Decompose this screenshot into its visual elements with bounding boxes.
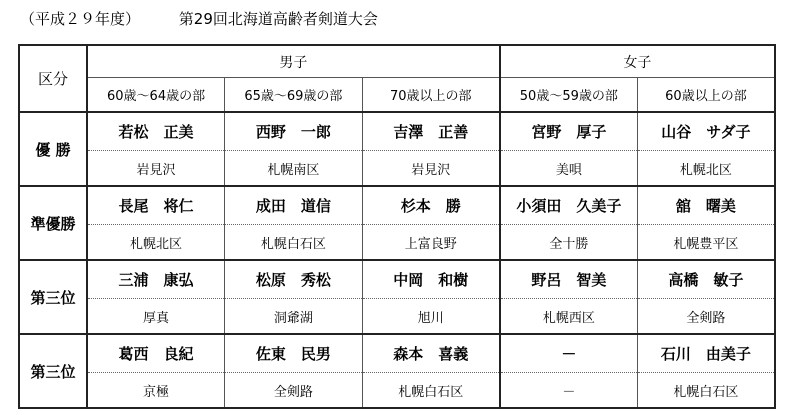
table-row-city <box>19 299 775 335</box>
third-place-name: － <box>500 334 638 373</box>
winner-city: 札幌北区 <box>637 151 775 187</box>
runnerup-city: 札幌豊平区 <box>637 225 775 261</box>
subcategory-header: 70歳以上の部 <box>362 78 500 113</box>
third-place-name: 森本 喜義 <box>362 334 500 373</box>
rank-label: 第三位 <box>19 260 87 334</box>
division-header: 区分 <box>19 45 87 112</box>
winner-name: 西野 一郎 <box>225 112 363 151</box>
table-row-name <box>19 112 775 151</box>
third-place-name: 中岡 和樹 <box>362 260 500 299</box>
third-place-city: 札幌白石区 <box>362 373 500 409</box>
table-row-city <box>19 151 775 187</box>
third-place-name: 佐東 民男 <box>225 334 363 373</box>
third-place-name: 葛西 良紀 <box>87 334 225 373</box>
subcategory-header: 60歳～64歳の部 <box>87 78 225 113</box>
third-place-name: 高橋 敏子 <box>637 260 775 299</box>
document-header <box>20 8 378 29</box>
runnerup-city: 札幌白石区 <box>225 225 363 261</box>
third-place-city: 厚真 <box>87 299 225 335</box>
third-place-name: 三浦 康弘 <box>87 260 225 299</box>
header-row-subcategories <box>19 78 775 113</box>
results-table <box>18 44 776 409</box>
third-place-name: 野呂 智美 <box>500 260 638 299</box>
tournament-title: 第29回北海道高齢者剣道大会 <box>178 10 378 28</box>
third-place-city: 京極 <box>87 373 225 409</box>
runnerup-name: 舘 曙美 <box>637 186 775 225</box>
subcategory-header: 50歳～59歳の部 <box>500 78 638 113</box>
rank-label: 優 勝 <box>19 112 87 186</box>
runnerup-name: 長尾 将仁 <box>87 186 225 225</box>
table-row-name <box>19 260 775 299</box>
header-row-groups <box>19 45 775 78</box>
runnerup-city: 全十勝 <box>500 225 638 261</box>
runnerup-name: 杉本 勝 <box>362 186 500 225</box>
subcategory-header: 65歳～69歳の部 <box>225 78 363 113</box>
table-row-name <box>19 186 775 225</box>
rank-label: 準優勝 <box>19 186 87 260</box>
winner-name: 若松 正美 <box>87 112 225 151</box>
winner-city: 札幌南区 <box>225 151 363 187</box>
winner-name: 宮野 厚子 <box>500 112 638 151</box>
third-place-city: 札幌西区 <box>500 299 638 335</box>
table-row-name <box>19 334 775 373</box>
runnerup-name: 小須田 久美子 <box>500 186 638 225</box>
runnerup-name: 成田 道信 <box>225 186 363 225</box>
third-place-city: 札幌白石区 <box>673 384 739 400</box>
subcategory-header: 60歳以上の部 <box>637 78 775 113</box>
third-place-name: 石川 由美子 <box>637 334 775 373</box>
winner-city: 美唄 <box>500 151 638 187</box>
third-place-name: 松原 秀松 <box>225 260 363 299</box>
runnerup-city: 札幌北区 <box>87 225 225 261</box>
winner-name: 山谷 サダ子 <box>637 112 775 151</box>
third-place-city: 洞爺湖 <box>225 299 363 335</box>
fiscal-year: （平成２９年度） <box>20 10 141 28</box>
third-place-city: 全剣路 <box>225 373 363 409</box>
winner-city: 岩見沢 <box>87 151 225 187</box>
table-row-city <box>19 373 775 409</box>
group-header-women: 女子 <box>500 45 775 78</box>
table-row-city <box>19 225 775 261</box>
results-table-container <box>18 44 776 407</box>
winner-name: 吉澤 正善 <box>362 112 500 151</box>
third-place-city: 全剣路 <box>637 299 775 335</box>
third-place-city: 旭川 <box>362 299 500 335</box>
group-header-men: 男子 <box>87 45 500 78</box>
third-place-city: － <box>500 373 638 409</box>
winner-city: 岩見沢 <box>362 151 500 187</box>
rank-label: 第三位 <box>19 334 87 408</box>
runnerup-city: 上富良野 <box>362 225 500 261</box>
